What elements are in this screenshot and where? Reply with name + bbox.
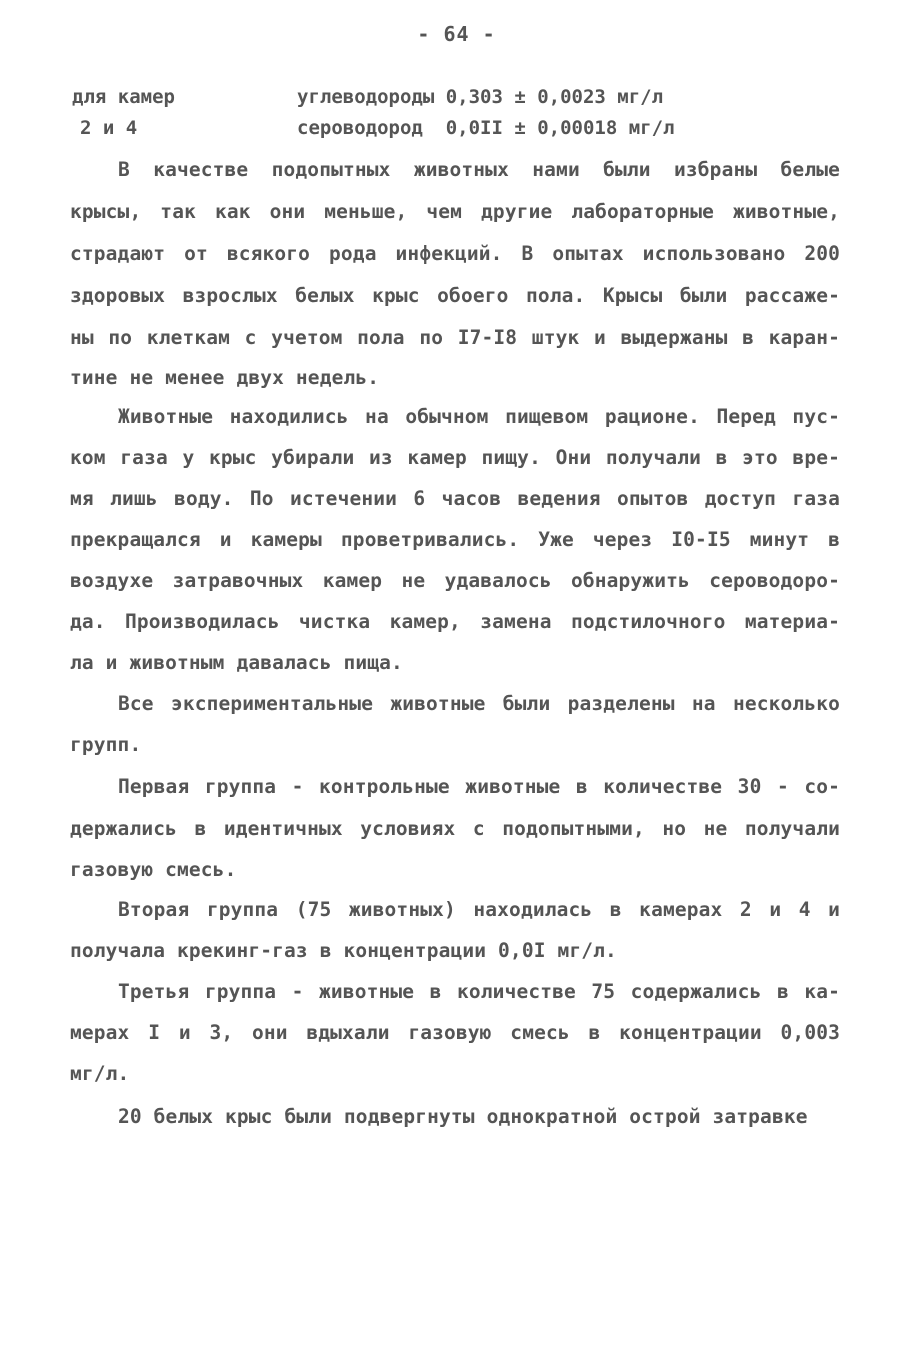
text-line: ла и животным давалась пища. [70,651,403,674]
text-line: групп. [70,733,142,756]
text-line: крысы, так как они меньше, чем другие лабораторные животные, [70,200,840,223]
text-line: мерах I и 3, они вдыхали газовую смесь в концентрации 0,003 [70,1021,840,1044]
text-line: ком газа у крыс убирали из камер пищу. Они получали в это вре- [70,446,840,469]
text-line: мя лишь воду. По истечении 6 часов ведения опытов доступ газа [70,487,840,510]
text-line: да. Производилась чистка камер, замена подстилочного материа- [70,610,840,633]
header-right-line-1: углеводороды 0,303 ± 0,0023 мг/л [297,86,664,108]
text-line: Животные находились на обычном пищевом рационе. Перед пус- [118,405,840,428]
header-left-line-2: 2 и 4 [80,117,138,139]
text-line: воздухе затравочных камер не удавалось обнаружить сероводоро- [70,569,840,592]
text-line: страдают от всякого рода инфекций. В опытах использовано 200 [70,242,840,265]
text-line: Первая группа - контрольные животные в количестве 30 - со- [118,775,840,798]
text-line: мг/л. [70,1062,130,1085]
text-line: получала крекинг-газ в концентрации 0,0I мг/л. [70,939,617,962]
text-line: ны по клеткам с учетом пола по I7-I8 штук и выдержаны в каран- [70,326,840,349]
text-line: 20 белых крыс были подвергнуты однократной острой затравке [118,1105,808,1128]
text-line: здоровых взрослых белых крыс обоего пола. Крысы были рассаже- [70,284,840,307]
text-line: Вторая группа (75 животных) находилась в камерах 2 и 4 и [118,898,840,921]
text-line: держались в идентичных условиях с подопытными, но не получали [70,817,840,840]
text-line: тине не менее двух недель. [70,366,380,389]
text-line: Третья группа - животные в количестве 75 содержались в ка- [118,980,840,1003]
header-left-line-1: для камер [72,86,175,108]
page-number: - 64 - [417,22,496,46]
text-line: прекращался и камеры проветривались. Уже через I0-I5 минут в [70,528,840,551]
text-line: Все экспериментальные животные были разделены на несколько [118,692,840,715]
text-line: В качестве подопытных животных нами были избраны белые [118,158,840,181]
text-line: газовую смесь. [70,858,237,881]
header-right-line-2: сероводород 0,0II ± 0,00018 мг/л [297,117,675,139]
